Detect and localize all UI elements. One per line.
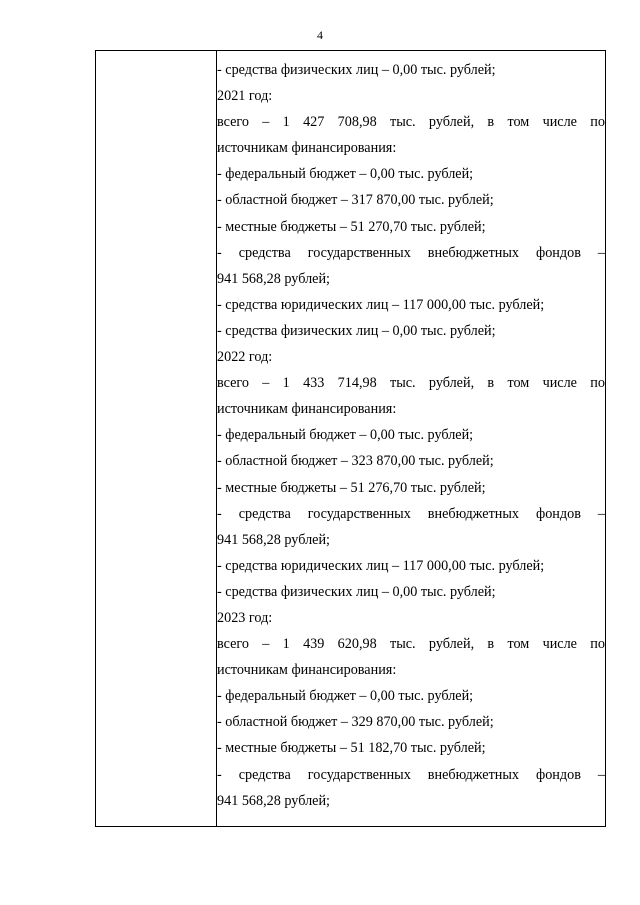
- text-line: 2021 год:: [217, 88, 273, 105]
- text-line: - федеральный бюджет – 0,00 тыс. рублей;: [217, 688, 474, 705]
- text-line: всего – 1 439 620,98 тыс. рублей, в том числе по: [217, 636, 605, 653]
- text-line: всего – 1 433 714,98 тыс. рублей, в том числе по: [217, 375, 605, 392]
- text-line: 941 568,28 рублей;: [217, 531, 330, 548]
- text-line: - средства государственных внебюджетных фондов –: [217, 766, 605, 783]
- text-line: источникам финансирования:: [217, 401, 397, 418]
- document-table: [95, 50, 606, 827]
- text-line: - федеральный бюджет – 0,00 тыс. рублей;: [217, 166, 474, 183]
- text-line: всего – 1 427 708,98 тыс. рублей, в том числе по: [217, 114, 605, 131]
- text-line: 941 568,28 рублей;: [217, 270, 330, 287]
- table-right-column: [217, 57, 605, 814]
- text-line: 941 568,28 рублей;: [217, 792, 330, 809]
- table-left-column: [96, 51, 217, 826]
- text-line: источникам финансирования:: [217, 140, 397, 157]
- text-line: - местные бюджеты – 51 182,70 тыс. рублей;: [217, 740, 486, 757]
- text-line: - областной бюджет – 317 870,00 тыс. рублей;: [217, 192, 494, 209]
- text-line: - средства физических лиц – 0,00 тыс. рублей;: [217, 322, 496, 339]
- text-line: источникам финансирования:: [217, 662, 397, 679]
- text-line: - средства физических лиц – 0,00 тыс. рублей;: [217, 583, 496, 600]
- text-line: 2023 год:: [217, 609, 273, 626]
- page-number: 4: [317, 28, 323, 42]
- text-line: - местные бюджеты – 51 270,70 тыс. рублей;: [217, 218, 486, 235]
- text-line: 2022 год:: [217, 349, 273, 366]
- text-line: - местные бюджеты – 51 276,70 тыс. рублей;: [217, 479, 486, 496]
- text-line: - средства юридических лиц – 117 000,00 тыс. рублей;: [217, 557, 545, 574]
- text-line: - средства государственных внебюджетных фондов –: [217, 505, 605, 522]
- text-line: - средства юридических лиц – 117 000,00 тыс. рублей;: [217, 296, 545, 313]
- text-line: - средства государственных внебюджетных фондов –: [217, 244, 605, 261]
- text-line: - средства физических лиц – 0,00 тыс. рублей;: [217, 62, 496, 78]
- text-line: - областной бюджет – 323 870,00 тыс. рублей;: [217, 453, 494, 470]
- text-line: - федеральный бюджет – 0,00 тыс. рублей;: [217, 427, 474, 444]
- text-line: - областной бюджет – 329 870,00 тыс. рублей;: [217, 714, 494, 731]
